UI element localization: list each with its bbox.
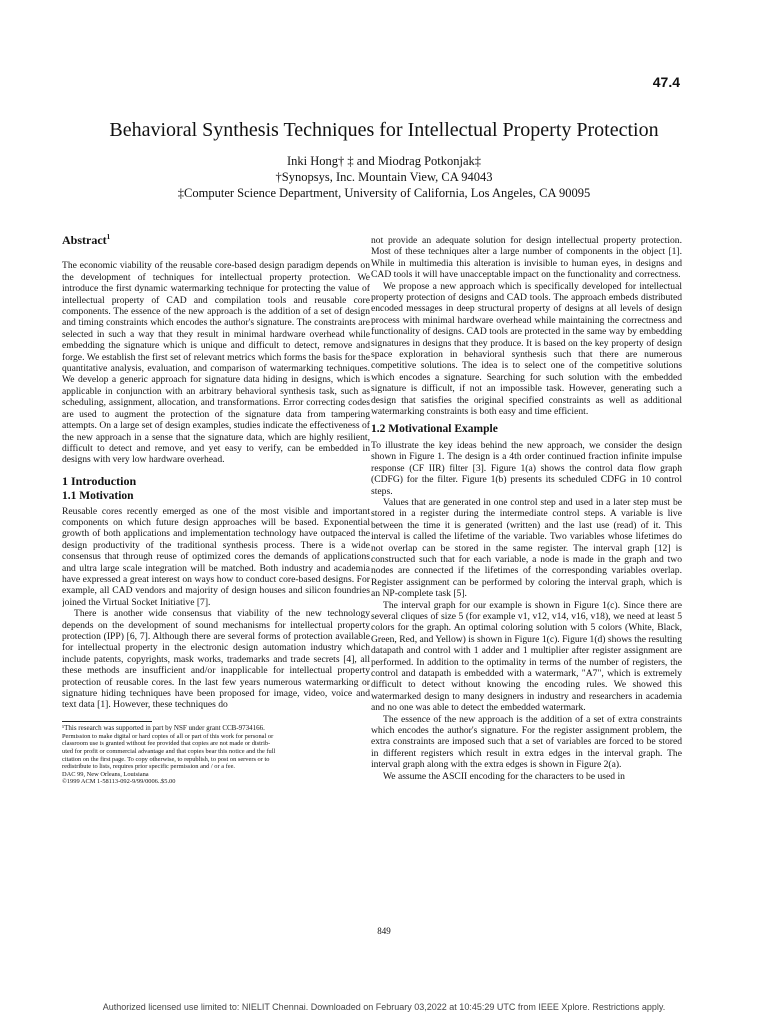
intro-paragraph: Reusable cores recently emerged as one of the most visible and important components on which future design approaches will be based. Exponential growth of both applications and implementation technology have outpaced the design productivity of the traditional synthesis process. There is a wide consensus that through reuse of optimized cores the demands of applications and ultra large scale integration will be matched. Both industry and academia have expressed a great interest on ways how to conduct core-based designs. For example, all CAD vendors and majority of design houses and silicon foundries joined the Virtual Socket Initiative [7].: [62, 505, 370, 608]
permission-line: Permission to make digital or hard copies of all or part of this work for personal or: [62, 732, 274, 740]
abstract-text: The economic viability of the reusable core-based design paradigm depends on the development of techniques for intellectual property protection. We introduce the first dynamic watermarking technique for protecting the value of intellectual property of CAD and compilation tools and reusable core components. The essence of the new approach is the addition of a set of design and timing constraints which encodes the author's signature. The constraints are selected in such a way that they result in minimal hardware overhead while embedding the signature which is unique and difficult to detect, remove and forge. We establish the first set of relevant metrics which forms the basis for the quantitative analysis, evaluation, and comparison of watermarking techniques. We develop a generic approach for signature data hiding in designs, which is applicable in conjunction with an arbitrary behavioral synthesis task, such as scheduling, assignment, allocation, and transformations. Error correcting codes are used to augment the protection of the signature data from tampering attempts. On a large set of design examples, studies indicate the effectiveness of the new approach in a sense that the signature data, which are highly resilient, difficult to detect and remove, and yet easy to verify, can be embedded in designs with very low hardware overhead.: [62, 260, 370, 466]
intro-paragraph: There is another wide consensus that viability of the new technology depends on the development of sound mechanisms for intellectual property protection (IPP) [6, 7]. Although there are several forms of protection available for intellectual property in the electronic design automation industry which include patents, copyrights, mask works, trademarks and trade secrets [4], all these methods are insufficient and/or inapplicable for intellectual property protection of reusable cores. In the last few years numerous watermarking or signature hiding techniques have been proposed for image, video, voice and text data [1]. However, these techniques do: [62, 608, 370, 711]
section-number: 47.4: [652, 74, 680, 90]
footnote-rule: [62, 721, 152, 722]
permission-line: DAC 99, New Orleans, Louisiana: [62, 770, 149, 778]
permission-line: redistribute to lists, requires prior specific permission and / or a fee.: [62, 763, 236, 771]
example-paragraph: The essence of the new approach is the addition of a set of extra constraints which encodes the author's signature. For the register assignment problem, the extra constraints are imposed such that a set of variables are forced to be stored in different registers which result in extra edges in the interval graph. The interval graph along with the extra edges is shown in Figure 2(a).: [371, 713, 682, 771]
abstract-heading: Abstract$^1$: [62, 233, 111, 247]
permission-notice: [62, 733, 370, 786]
paper-title: Behavioral Synthesis Techniques for Intellectual Property Protection: [109, 119, 659, 141]
motivation-heading: 1.1 Motivation: [62, 490, 134, 503]
body-paragraph: We propose a new approach which is specifically developed for intellectual property protection of designs and CAD tools. The approach embeds distributed encoded messages in deep structural property of designs at all levels of design process with minimal hardware overhead while maintaining the correctness and functionality of designs. CAD tools are protected in the same way by embedding signatures in designs that they produce. It is based on the key property of design space exploration in behavioral synthesis such that there are numerous competitive solutions. The idea is to select one of the competitive solutions which encodes a signature. Searching for such solution with the embedded signature is difficult, if not an impossible task. However, generating such a design that satisfies the original specified constraints as well as additional watermarking constraints is both easy and time efficient.: [371, 280, 682, 418]
license-notice: Authorized licensed use limited to: NIELIT Chennai. Downloaded on February 03,2022 at 10:45:29 UTC from IEEE Xplore. Restrictions apply.: [102, 1002, 666, 1012]
left-column: [62, 232, 370, 882]
footnote: ¹This research was supported in part by NSF under grant CCB-9734166.: [62, 723, 265, 732]
permission-line: uted for profit or commercial advantage and that copies bear this notice and the full: [62, 748, 276, 756]
affiliation-ucla: ‡Computer Science Department, University of California, Los Angeles, CA 90095: [177, 186, 591, 200]
body-paragraph: not provide an adequate solution for design intellectual property protection. Most of these techniques alter a large number of components in the object [1]. While in multimedia this alteration is invisible to human eyes, in designs and CAD tools it will have unacceptable impact on the functionality and correctness.: [371, 235, 682, 281]
example-paragraph: Values that are generated in one control step and used in a later step must be stored in a register during the intermediate control steps. A variable is live between the time it is generated (written) and the last use (read) of it. This interval is called the lifetime of the variable. Two variables whose lifetimes do not overlap can be stored in the same register. The interval graph [12] is constructed such that for each variable, a node is made in the graph and two nodes are connected if the lifetimes of the corresponding variables overlap. Register assignment can be performed by coloring the interval graph, which is an NP-complete task [5].: [371, 496, 682, 600]
author-block: [0, 153, 768, 201]
motivational-example-heading: 1.2 Motivational Example: [371, 422, 498, 435]
affiliation-synopsys: †Synopsys, Inc. Mountain View, CA 94043: [275, 170, 493, 184]
author-names: Inki Hong† ‡ and Miodrag Potkonjak‡: [286, 154, 482, 168]
abstract-footnote-mark: 1: [106, 233, 111, 241]
permission-line: classroom use is granted without fee provided that copies are not made or distrib-: [62, 740, 271, 748]
example-paragraph: The interval graph for our example is shown in Figure 1(c). Since there are several cliques of size 5 (for example v1, v12, v14, v16, v18), we need at least 5 colors for the graph. An optimal coloring solution with 5 colors (White, Black, Green, Red, and Yellow) is shown in Figure 1(c). Figure 1(d) shows the resulting datapath and control with 1 adder and 1 multiplier after register assignment are performed. In addition to the optimality in terms of the number of registers, the control and datapath is embedded with a watermark, "A7", which is extremely difficult to detect without knowing the encoding rules. We showed this watermarked design to many designers in industry and researchers in academia and no one was able to detect the embedded watermark.: [371, 599, 682, 714]
introduction-heading: 1 Introduction: [62, 473, 137, 488]
permission-line: citation on the first page. To copy otherwise, to republish, to post on servers or to: [62, 755, 270, 763]
example-paragraph: We assume the ASCII encoding for the characters to be used in: [383, 770, 625, 782]
permission-line: ©1999 ACM 1-58113-092-9/99/0006..$5.00: [62, 778, 176, 786]
example-paragraph: To illustrate the key ideas behind the new approach, we consider the design shown in Figure 1. The design is a 4th order continued fraction infinite impulse response (CF IIR) filter [3]. Figure 1(a) shows the control data flow graph (CDFG) for the filter. Figure 1(b) presents its scheduled CDFG in 10 control steps.: [371, 439, 682, 497]
right-column: [371, 235, 682, 885]
page-number: 849: [377, 926, 391, 936]
